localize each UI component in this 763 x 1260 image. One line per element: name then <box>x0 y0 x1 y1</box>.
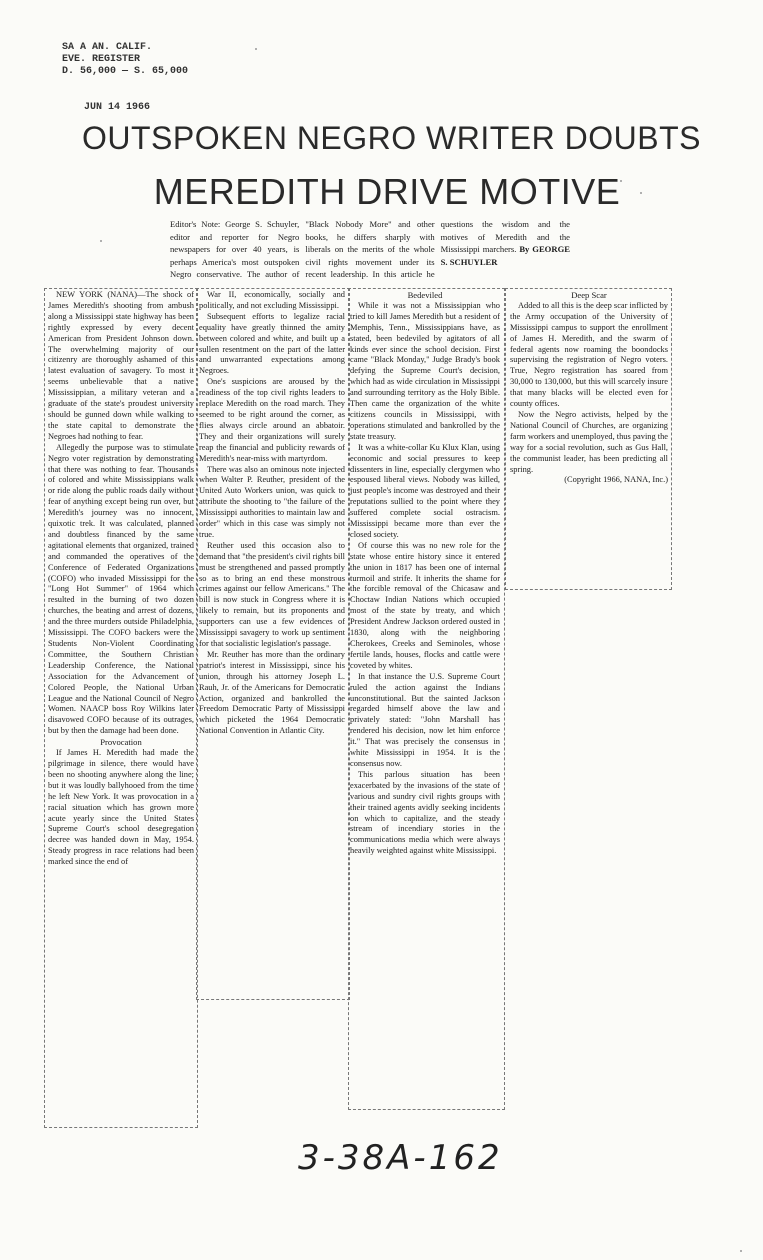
editors-note-text: Editor's Note: George S. Schuyler, editor and reporter for Negro newspapers for over 40 years, is perhaps America's most outspoken Negro conservative. The author of "Black Nobody More" and other books, he differs sharply with liberals on the merits of the whole civil rights movement under its recent leadership. In this article he questions the wisdom and the motives of Meredith and the Mississippi marchers. <box>170 219 570 279</box>
copyright-line: (Copyright 1966, NANA, Inc.) <box>564 475 668 485</box>
subhead-bedeviled: Bedeviled <box>407 290 443 300</box>
masthead-paper: EVE. REGISTER <box>62 54 141 65</box>
byline: By GEORGE S. SCHUYLER <box>440 244 570 267</box>
article-column-4 <box>510 290 668 610</box>
scan-speck <box>100 240 102 242</box>
paragraph: Reuther used this occasion also to demand that "the president's civil rights bill must be strengthened and passed promptly so as to bring an end these monstrous crimes against our fellow Americans." The bill is now stuck in Congress where it is likely to remain, but its proponents and supporters can use a few evidences of Mississippi savagery to work up sentiment for that socialistic legislation's passage. <box>199 540 345 648</box>
headline-line-1: OUTSPOKEN NEGRO WRITER DOUBTS <box>82 120 701 156</box>
subhead-provocation: Provocation <box>100 737 142 748</box>
paragraph: While it was not a Mississippian who tried to kill James Meredith but a resident of Memphis, Tenn., Mississippians have, as stated, been bedeviled by agitators of all kinds ever since the school decision. First came "Black Monday," Judge Brady's book defying the Supreme Court's decision, which had as wide circulation in Mississippi and surrounding territory as the Holy Bible. Then came the organization of the white citizens councils in Mississippi, with operations stimulated and bankrolled by the state treasury. <box>350 300 500 441</box>
masthead <box>62 42 188 78</box>
paragraph: Subsequent efforts to legalize racial equality have greatly thinned the amity between colored and white, and built up a sullen resentment on the part of the latter and unwarranted expectations among Negroes. <box>199 311 345 376</box>
scan-speck <box>255 48 257 50</box>
article-column-1 <box>48 290 194 1110</box>
article-column-3 <box>350 290 500 1110</box>
scan-speck <box>740 1250 742 1252</box>
paragraph: Mr. Reuther has more than the ordinary patriot's interest in Mississippi, since his union, through his attorney Joseph L. Rauh, Jr. of the Americans for Democratic Action, organized and bankrolled the Freedom Democratic Party of Mississippi which picketed the 1964 Democratic National Convention in Atlantic City. <box>199 649 345 736</box>
paragraph: If James H. Meredith had made the pilgrimage in silence, there would have been no shooting anywhere along the line; but it was loudly ballyhooed from the time he left New York. It was provocation in a racial situation which has grown more acute yearly since the United States Supreme Court's school desegregation decree was handed down in May, 1954. Steady progress in race relations had been marked since the end of <box>48 748 194 867</box>
paragraph: This parlous situation has been exacerbated by the invasions of the state of various and sundry civil rights groups with their trained agents avidly seeking incidents on which to capitalize, and the steady stream of incendiary stories in the communications media which were always heavily weighted against white Mississippi. <box>350 769 500 856</box>
paragraph: Now the Negro activists, helped by the National Council of Churches, are organizing farm workers and unemployed, thus paving the way for a social revolution, such as Gus Hall, the communist leader, has been predicting all spring. <box>510 409 668 474</box>
paragraph: NEW YORK (NANA)—The shock of James Meredith's shooting from ambush along a Mississippi state highway has been rightly expressed by every decent American from President Johnson down. The overwhelming majority of our citizenry are thoroughly ashamed of this latest evaluation of savagery. To most it seems unbelievable that a native Mississippian, a military veteran and a graduate of the state's proudest university should be gunned down while walking to the state capital to demonstrate the Negroes had nothing to fear. <box>48 290 194 441</box>
clipping-date: JUN 14 1966 <box>84 102 151 113</box>
masthead-city: SA A AN. CALIF. <box>62 42 153 53</box>
paragraph: One's suspicions are aroused by the readiness of the top civil rights leaders to replace Meredith on the road march. They seemed to be right around the corner, as flies always circle around an abbatoir. They and their organizations will surely reap the financial and publicity rewards of Meredith's near-miss with martyrdom. <box>199 377 345 463</box>
paragraph: There was also an ominous note injected when Walter P. Reuther, president of the United Auto Workers union, was quick to attribute the shooting to "the failure of the Mississippi authorities to maintain law and order" which in this case was simply not true. <box>199 464 345 539</box>
scan-speck <box>640 192 642 194</box>
paragraph: Of course this was no new role for the state whose entire history since it entered the union in 1817 has been one of internal turmoil and strife. It inherits the shame for the forcible removal of the Chicasaw and Choctaw Indian Nations which occupied most of the state by treaty, and which President Andrew Jackson ordered ousted in 1830, along with the neighboring Cherokees, Creeks and Seminoles, whose fertile lands, houses, flocks and cattle were coveted by whites. <box>350 540 500 670</box>
paragraph: War II, economically, socially and politically, and not excluding Mississippi. <box>199 290 345 310</box>
paragraph: In that instance the U.S. Supreme Court ruled the action against the Indians unconstitutional. But the sainted Jackson regarded himself above the law and privately stated: "John Marshall has rendered his decision, now let him enforce it." That was precisely the consensus in white Mississippi in 1954. It is the consensus now. <box>350 671 500 768</box>
paragraph: It was a white-collar Ku Klux Klan, using economic and social pressures to keep dissenters in line, especially clergymen who espoused liberal views. Nobody was killed, just people's income was destroyed and their reputations sullied to the point where they suffered complete social ostracism. Mississippi became more than ever the closed society. <box>350 442 500 539</box>
editors-note <box>170 218 570 281</box>
subhead-deep-scar: Deep Scar <box>571 290 607 300</box>
paragraph: Allegedly the purpose was to stimulate Negro voter registration by demonstrating that there was nothing to fear. Thousands of colored and white Mississippians walk or ride along the public roads daily without fear of anything except being run over, but Meredith's journey was no innocent, quixotic trek. It was calculated, planned and doubtless financed by the same agitational elements that organized, trained and commanded the operatives of the Conference of Federated Organizations (COFO) who invaded Mississippi for the "Long Hot Summer" of 1964 which resulted in the burning of two dozen churches, the beating and arrest of dozens, and the three murders outside Philadelphia, Mississippi. The COFO backers were the Students Non-Violent Coordinating Committee, the Southern Christian Leadership Conference, the National Association for the Advancement of Colored People, the National Urban League and the National Council of Negro Women. NAACP boss Roy Wilkins later disavowed COFO because of its outrages, but by then the damage had been done. <box>48 442 194 736</box>
masthead-circulation: D. 56,000 — S. 65,000 <box>62 66 189 77</box>
handwritten-file-number: 3-38A-162 <box>298 1138 503 1178</box>
article-column-2 <box>199 290 345 990</box>
scan-speck <box>620 180 622 182</box>
headline-line-2: MEREDITH DRIVE MOTIVE <box>153 171 621 212</box>
paragraph: Added to all this is the deep scar inflicted by the Army occupation of the University of Mississippi campus to support the enrollment of James H. Meredith, and the swarm of federal agents now roaming the boondocks supervising the registration of Negro voters. True, Negro registration has soared from 30,000 to 130,000, but this will scarcely insure that many blacks will be elected even for county offices. <box>510 300 668 409</box>
